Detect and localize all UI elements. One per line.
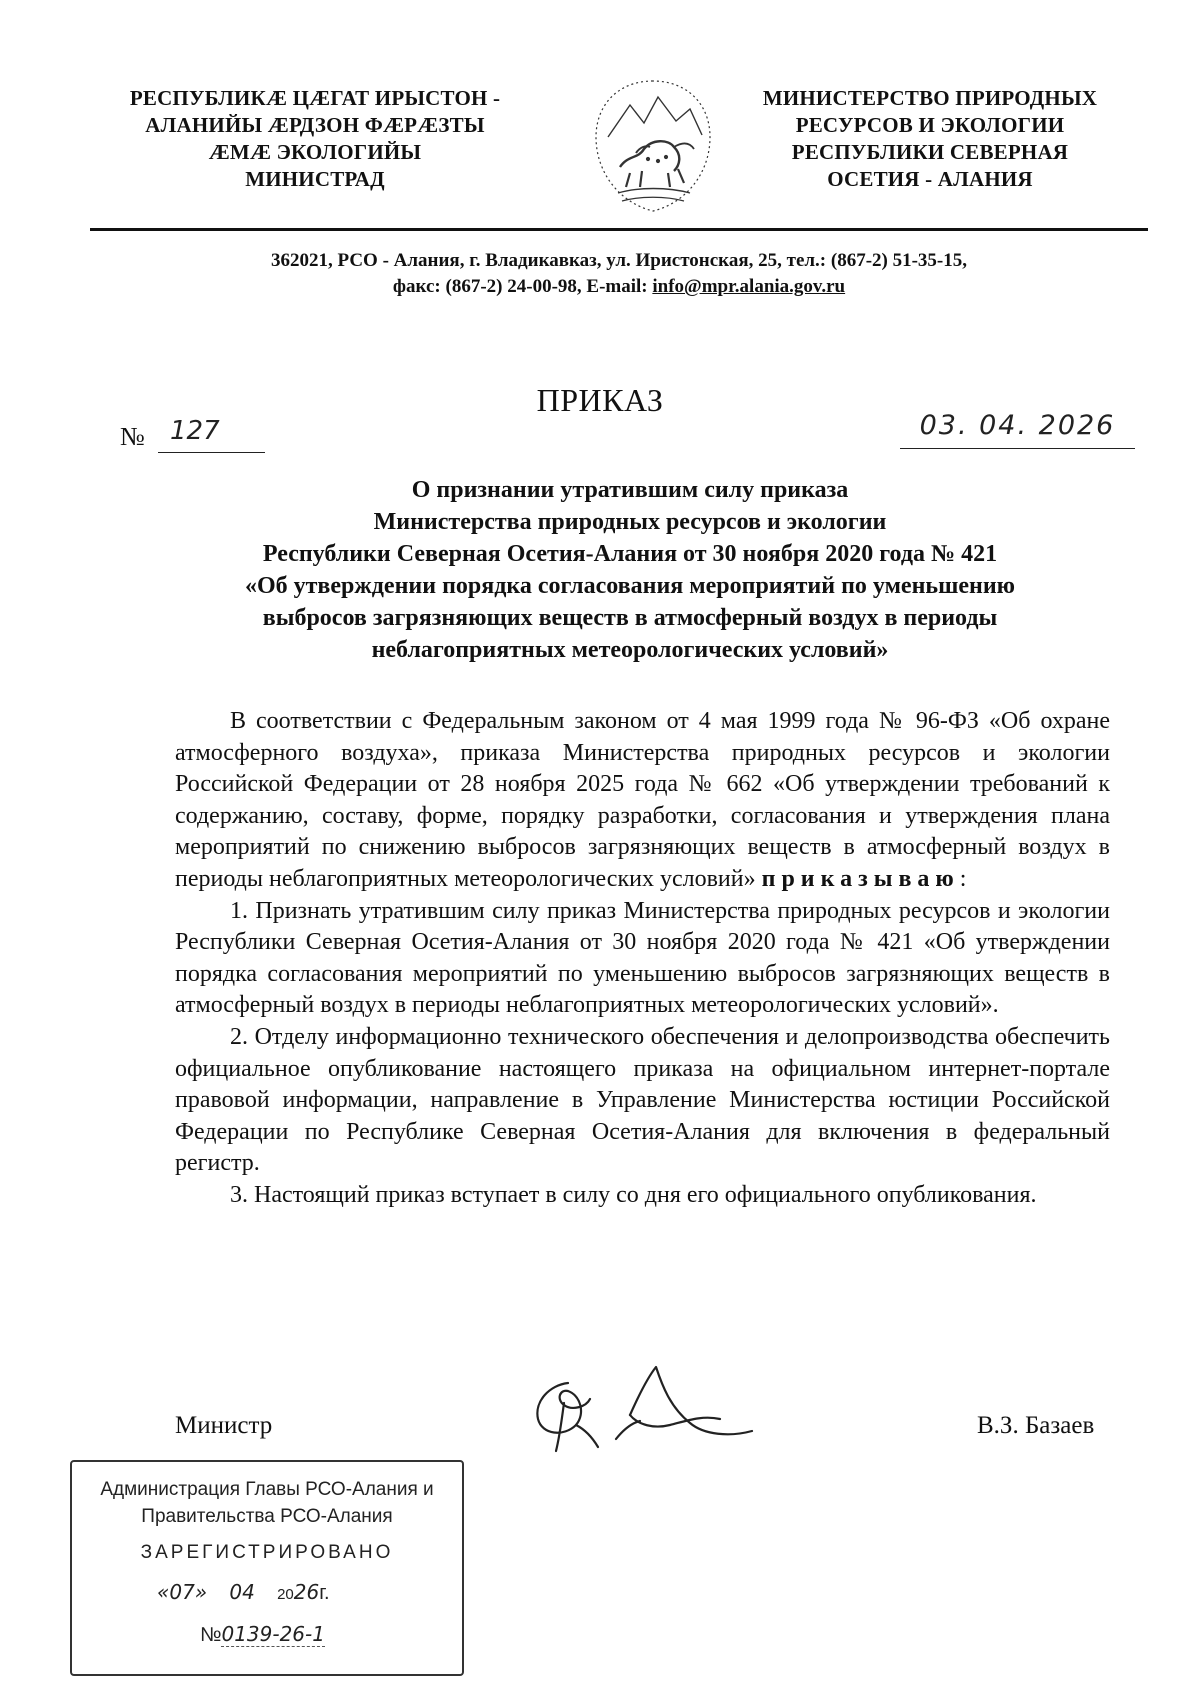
- snow-leopard-emblem-icon: [578, 75, 728, 215]
- stamp-close-quote: »: [194, 1580, 208, 1604]
- handwritten-signature: [520, 1355, 780, 1465]
- signature-scribble-icon: [520, 1355, 780, 1465]
- subject-line-4: «Об утверждении порядка согласования мероприятий по уменьшению: [244, 573, 1016, 599]
- subject-line-6: неблагоприятных метеорологических условий»: [371, 637, 889, 663]
- coat-of-arms-emblem: [578, 75, 728, 215]
- stamp-authority: [72, 1476, 462, 1530]
- registration-stamp: [70, 1460, 464, 1676]
- preamble-paragraph: [175, 706, 1110, 896]
- stamp-line-1: Администрация Главы РСО-Алания и: [100, 1479, 434, 1500]
- address-line-1: 362021, РСО - Алания, г. Владикавказ, ул. Иристонская, 25, тел.: (867-2) 51-35-15,: [270, 250, 967, 271]
- document-title: ПРИКАЗ: [536, 382, 664, 418]
- stamp-registration-number: [200, 1622, 325, 1647]
- header-right-russian: [730, 85, 1130, 193]
- subject-line-2: Министерства природных ресурсов и экологии: [373, 509, 887, 535]
- order-number-value: 127: [158, 416, 265, 453]
- stamp-reg-number: 0139-26-1: [221, 1622, 325, 1646]
- address-line-2: [90, 276, 1148, 298]
- order-keyword: приказываю: [761, 865, 960, 892]
- header-divider: [90, 228, 1148, 231]
- header-right-line-4: ОСЕТИЯ - АЛАНИЯ: [827, 167, 1033, 191]
- stamp-registered-label: ЗАРЕГИСТРИРОВАНО: [140, 1542, 394, 1563]
- subject-line-5: выбросов загрязняющих веществ в атмосферный воздух в периоды: [262, 605, 998, 631]
- header-right-line-2: РЕСУРСОВ И ЭКОЛОГИИ: [795, 113, 1065, 137]
- header-right-line-3: РЕСПУБЛИКИ СЕВЕРНАЯ: [791, 140, 1069, 164]
- order-colon: :: [959, 865, 967, 892]
- header-left-line-1: РЕСПУБЛИКӔ ЦӔГАТ ИРЫСТОН -: [129, 86, 501, 110]
- order-item-3: 3. Настоящий приказ вступает в силу со дня его официального опубликования.: [230, 1181, 1037, 1208]
- stamp-date: [157, 1580, 387, 1605]
- signatory-name: В.З. Базаев: [977, 1412, 1095, 1439]
- stamp-year-unit: г.: [319, 1582, 330, 1604]
- subject-line-1: О признании утратившим силу приказа: [411, 477, 849, 503]
- stamp-year-prefix: 20: [277, 1586, 294, 1603]
- order-item-2: 2. Отделу информационно технического обеспечения и делопроизводства обеспечить официальное опубликование настоящего приказа на официальном интернет-портале правовой информации, направление в Управление Министерства юстиции Российской Федерации по Республике Северная Осетия-Алания для включения в федеральный регистр.: [175, 1023, 1110, 1177]
- header-left-line-3: ӔМӔ ЭКОЛОГИЙЫ: [208, 140, 422, 164]
- stamp-year-suffix: 26: [293, 1580, 320, 1604]
- header-right-line-1: МИНИСТЕРСТВО ПРИРОДНЫХ: [762, 86, 1098, 110]
- header-left-osetian: [110, 85, 520, 193]
- header-left-line-4: МИНИСТРАД: [245, 167, 385, 191]
- order-number-label: №: [120, 422, 145, 451]
- header-left-line-2: АЛАНИЙЫ ӔРДЗОН ФӔРӔЗТЫ: [145, 113, 485, 137]
- stamp-reg-label: №: [200, 1624, 222, 1646]
- order-date-value: 03. 04. 2026: [900, 410, 1135, 449]
- stamp-month: 04: [229, 1580, 255, 1604]
- email-link[interactable]: info@mpr.alania.gov.ru: [652, 276, 846, 297]
- stamp-day: 07: [169, 1580, 195, 1604]
- preamble-text: В соответствии с Федеральным законом от 4 мая 1999 года № 96-ФЗ «Об охране атмосферного воздуха», приказа Министерства природных ресурсов и экологии Российской Федерации от 28 ноября 2025 года № 662 «Об утверждении требований к содержанию, составу, форме, порядку разработки, согласования и утверждения плана мероприятий по снижению выбросов загрязняющих веществ в атмосферный воздух в периоды неблагоприятных метеорологических условий»: [175, 708, 1110, 892]
- order-body: [175, 706, 1110, 1212]
- signatory-title: Министр: [175, 1412, 273, 1439]
- order-number-field: [120, 416, 260, 456]
- fax-text: факс: (867-2) 24-00-98, E-mail:: [392, 276, 653, 297]
- order-subject: [120, 474, 1140, 666]
- order-item-1: 1. Признать утратившим силу приказ Министерства природных ресурсов и экологии Республики Северная Осетия-Алания от 30 ноября 2020 года № 421 «Об утверждении порядка согласования мероприятий по уменьшению выбросов загрязняющих веществ в атмосферный воздух в периоды неблагоприятных метеорологических условий».: [175, 897, 1110, 1019]
- stamp-line-2: Правительства РСО-Алания: [141, 1506, 393, 1527]
- stamp-open-quote: «: [157, 1580, 170, 1604]
- subject-line-3: Республики Северная Осетия-Алания от 30 ноября 2020 года № 421: [262, 541, 998, 567]
